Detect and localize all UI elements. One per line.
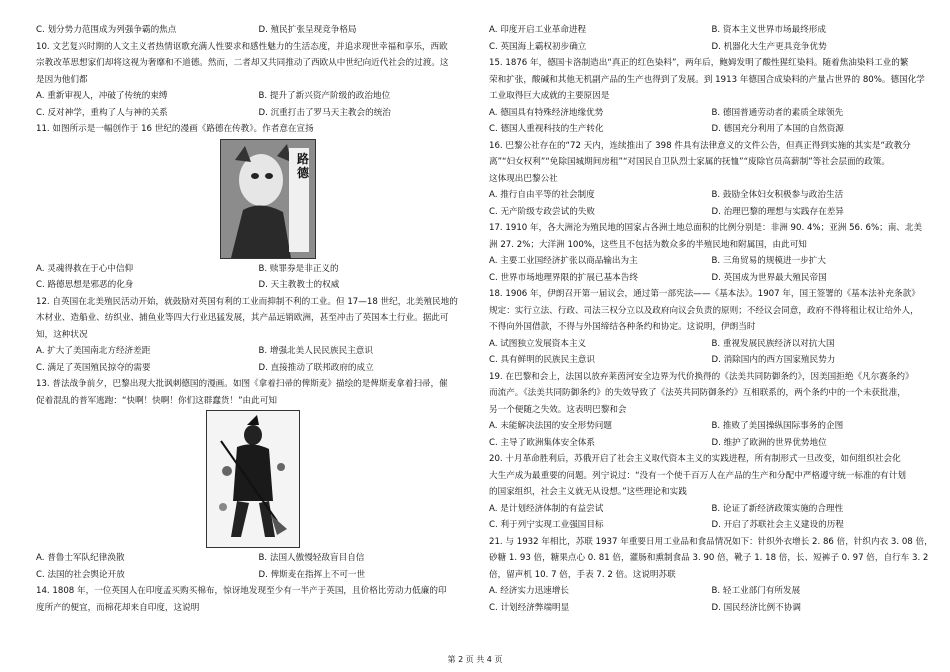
- q15-text-line: 15. 1876 年，德国卡洛制造出“真正的红色染料”，两年后，鲍姆发明了酸性猩红染料。随着焦油染料工业的繁: [489, 58, 909, 68]
- q15-options-row: [489, 121, 934, 138]
- q14-text-line: 度所产的便宜，而棉花却来自印度，这说明: [36, 602, 200, 613]
- q16-options-row: [489, 204, 934, 221]
- q21-text-line: 倍，留声机 10. 7 倍，手表 7. 2 倍。这说明苏联: [489, 569, 676, 580]
- option: C. 世界市场地理界限的扩展已基本告终: [489, 272, 638, 283]
- q12-options-row: [36, 343, 481, 360]
- option: D. 国民经济比例不协调: [711, 602, 801, 613]
- option: B. 法国人傲慢轻敌盲目自信: [258, 553, 365, 563]
- q17-options-row: [489, 253, 934, 270]
- luther-cartoon-image: [220, 139, 316, 259]
- q11-text-line: 11. 如图所示是一幅创作于 16 世纪的漫画《路德在传教》。作者意在宣扬: [36, 124, 314, 134]
- bismarck-cartoon-drawing: [207, 411, 299, 547]
- option: C. 法国的社会舆论开放: [36, 569, 125, 580]
- page-number: 第 2 页 共 4 页: [447, 655, 503, 664]
- q14-text-line: 14. 1808 年，一位英国人在印度孟买购买棉布，惊讶地发现至少有一半产于英国，且价格比劳动力低廉的印: [36, 586, 447, 596]
- option: B. 德国普通劳动者的素质全球领先: [711, 107, 844, 118]
- option: D. 开启了苏联社会主义建设的历程: [711, 520, 844, 530]
- option: A. 普鲁士军队纪律涣散: [36, 553, 125, 563]
- q12-text-line: 木材业、造船业、纺织业、捕鱼业等四大行业迅猛发展，其产品远销欧洲，甚至冲击了英国本土行业。据此可: [36, 313, 449, 323]
- option: C. 德国人重视科技的生产转化: [489, 124, 604, 134]
- q13-options-row: [36, 567, 481, 584]
- option: B. 资本主义世界市场最终形成: [711, 25, 826, 35]
- q17-options-row: [489, 270, 934, 287]
- q13-text-line: 13. 普法战争前夕，巴黎出现大批讽刺德国的漫画。如图《拿着扫帚的俾斯麦》描绘的是俾斯麦拿着扫帚，催: [36, 379, 448, 389]
- option: C. 主导了欧洲集体安全体系: [489, 437, 595, 448]
- option: C. 满足了英国殖民掠夺的需要: [36, 362, 151, 373]
- q17-text-line: 洲 27. 2%；大洋洲 100%，这些且不包括为数众多的半殖民地和附属国，由此可知: [489, 239, 807, 250]
- option: B. 增强北美人民民族民主意识: [258, 346, 373, 356]
- q10-text-line: 宗教改革思想家们却将这视为奢靡和不道德。然而，二者却又共同推动了西欧从中世纪向近代社会的过渡。这: [36, 58, 449, 68]
- option: C. 具有鲜明的民族民主意识: [489, 355, 595, 365]
- option: A. 灵魂得救在于心中信仰: [36, 263, 134, 274]
- q18-text-line: 规定：实行立法、行政、司法三权分立以及政府向议会负责的原则；不经议会同意，政府不得将租让权让给外人，: [489, 305, 919, 316]
- q18-options-row: [489, 352, 934, 369]
- q12-options-row: [36, 360, 481, 377]
- q20-options-row: [489, 501, 934, 518]
- option: D. 沉重打击了罗马天主教会的统治: [258, 107, 391, 118]
- option: B. 轻工业部门有所发展: [711, 586, 801, 596]
- option: A. 主要工业国经济扩张以商品输出为主: [489, 256, 638, 266]
- option: D. 英国成为世界最大殖民帝国: [711, 272, 827, 283]
- q10-text-line: 10. 文艺复兴时期的人文主义者热情讴歌充满人性要求和感性魅力的生活态度，并追求现世幸福和享乐，西欧: [36, 41, 448, 52]
- q16-options-row: [489, 187, 934, 204]
- q15-text-line: 工业取得巨大成就的主要原因是: [489, 91, 610, 101]
- option: D. 德国充分利用了本国的自然资源: [711, 124, 844, 134]
- option: B. 提升了新兴资产阶级的政治地位: [258, 91, 391, 101]
- q10-options-row: [36, 105, 481, 122]
- q21-options-row: [489, 600, 934, 617]
- option: D. 俾斯麦在指挥上不可一世: [258, 569, 366, 580]
- option: D. 消除国内的西方国家殖民势力: [711, 355, 836, 365]
- left-column: [36, 22, 481, 616]
- option: C. 划分势力范围成为列强争霸的焦点: [36, 25, 177, 35]
- option: A. 德国具有特殊经济地缘优势: [489, 107, 604, 118]
- option: B. 鼓励全体妇女积极参与政治生活: [711, 190, 844, 200]
- option: A. 重新审视人，冲破了传统的束缚: [36, 91, 168, 101]
- q10-text-line: 是因为他们都: [36, 74, 88, 85]
- option: A. 未能解决法国的安全形势问题: [489, 421, 612, 431]
- option: C. 无产阶级专政尝试的失败: [489, 206, 595, 217]
- option: B. 重视发展民族经济以对抗大国: [711, 338, 835, 349]
- fig1-caption: 路德: [297, 151, 310, 180]
- q10-options-row: [36, 88, 481, 105]
- q11-options-row: [36, 261, 481, 278]
- option: D. 直接推动了联邦政府的成立: [258, 362, 374, 373]
- q21-text-line: 21. 与 1932 年相比，苏联 1937 年重要日用工业品和食品情况如下：针织外衣增长 2. 86 倍，针织内衣 3. 08 倍，: [489, 536, 933, 547]
- option: C. 计划经济弊端明显: [489, 602, 570, 613]
- q15-text-line: 荣和扩张，酸碱和其他无机副产品的生产也得到了发展。到 1913 年德国合成染料的产量占世界的 80%。德国化学: [489, 74, 925, 85]
- option: D. 机器化大生产更具竞争优势: [711, 41, 827, 52]
- option: B. 论证了新经济政策实施的合理性: [711, 503, 844, 514]
- q15-options-row: [489, 105, 934, 122]
- option: C. 路德思想是邪恶的化身: [36, 280, 134, 290]
- right-column: [489, 22, 934, 616]
- q21-options-row: [489, 583, 934, 600]
- option: D. 维护了欧洲的世界优势地位: [711, 437, 827, 448]
- q21-text-line: 砂糖 1. 93 倍，糖果点心 0. 81 倍，灌肠和熏制食品 3. 90 倍，靴子 1. 18 倍，长、短裤子 0. 97 倍，自行车 3. 2: [489, 553, 929, 563]
- q19-options-row: [489, 435, 934, 452]
- option: A. 推行自由平等的社会制度: [489, 190, 595, 200]
- q18-options-row: [489, 336, 934, 353]
- q11-options-row: [36, 277, 481, 294]
- q19-text-line: 19. 在巴黎和会上，法国以放弃莱茵河安全边界为代价换得的《法美共同防御条约》，因美国拒绝《凡尔赛条约》: [489, 371, 914, 382]
- option: D. 天主教教士的权威: [258, 280, 340, 290]
- option: B. 推败了美国操纵国际事务的企图: [711, 421, 844, 431]
- q17-text-line: 17. 1910 年，各大洲沦为殖民地的国家占各洲土地总面积的比例分别是：非洲 90. 4%；亚洲 56. 6%；南、北美: [489, 223, 923, 233]
- q20-text-line: 大生产成为最重要的问题。列宁说过：“没有一个使千百万人在产品的生产和分配中严格遵守统一标准的有计划: [489, 470, 906, 481]
- option: B. 赎罪券是非正义的: [258, 263, 339, 274]
- q20-text-line: 20. 十月革命胜利后，苏俄开启了社会主义取代资本主义的实践进程，所有制形式一旦改变，如何组织社会化: [489, 454, 901, 464]
- q16-text-line: 16. 巴黎公社存在的“72 天内，连续推出了 398 件具有法律意义的文件公告，但真正得到实施的其实是“政教分: [489, 140, 911, 151]
- q20-options-row: [489, 517, 934, 534]
- q20-text-line: 的国家组织，社会主义就无从设想。”这些理论和实践: [489, 487, 687, 497]
- option: C. 反对神学，重构了人与神的关系: [36, 107, 168, 118]
- q19-options-row: [489, 418, 934, 435]
- q9-options-row: [36, 22, 481, 39]
- option: B. 三角贸易的规模进一步扩大: [711, 256, 826, 266]
- option: C. 利于列宁实现工业强国目标: [489, 520, 604, 530]
- q12-text-line: 12. 自英国在北美殖民活动开始，就鼓励对英国有利的工业而抑制不利的工业。但 17—18 世纪，北美殖民地的: [36, 296, 458, 307]
- q14-options-row: [489, 39, 934, 56]
- q18-text-line: 不得向外国借款，不得与外国缔结各种条约和协定。这说明，伊朗当时: [489, 322, 756, 332]
- option: D. 殖民扩张呈现竞争格局: [258, 25, 357, 35]
- option: A. 是计划经济体制的有益尝试: [489, 503, 604, 514]
- q18-text-line: 18. 1906 年，伊朗召开第一届议会，通过第一部宪法——《基本法》。1907 年，国王签署的《基本法补充条款》: [489, 289, 920, 299]
- q19-text-line: 另一个便随之失效。这表明巴黎和会: [489, 404, 627, 415]
- q19-text-line: 而流产。《法美共同防御条约》的失效导致了《法英共同防御条约》互相联系的，两个条约中的一个未获批准，: [489, 388, 906, 398]
- option: A. 试图独立发展资本主义: [489, 338, 587, 349]
- option: A. 印度开启工业革命进程: [489, 25, 587, 35]
- bismarck-cartoon-image: [206, 410, 300, 548]
- q14-options-row: [489, 22, 934, 39]
- q13-options-row: [36, 550, 481, 567]
- option: A. 扩大了美国南北方经济差距: [36, 346, 151, 356]
- option: A. 经济实力迅速增长: [489, 586, 569, 596]
- option: C. 英国海上霸权初步确立: [489, 41, 587, 52]
- q13-text-line: 促着混乱的普军逃跑：“快啊！快啊！你们这群蠢货！”由此可知: [36, 395, 277, 406]
- q16-text-line: 这体现出巴黎公社: [489, 173, 558, 184]
- q16-text-line: 离”“妇女权利”“免除国城期间房租”“对国民自卫队烈士家属的抚恤”“废除官员高薪制”等社会层面的政策。: [489, 157, 891, 167]
- q12-text-line: 知，这种状况: [36, 329, 88, 340]
- option: D. 治理巴黎的理想与实践存在差异: [711, 206, 844, 217]
